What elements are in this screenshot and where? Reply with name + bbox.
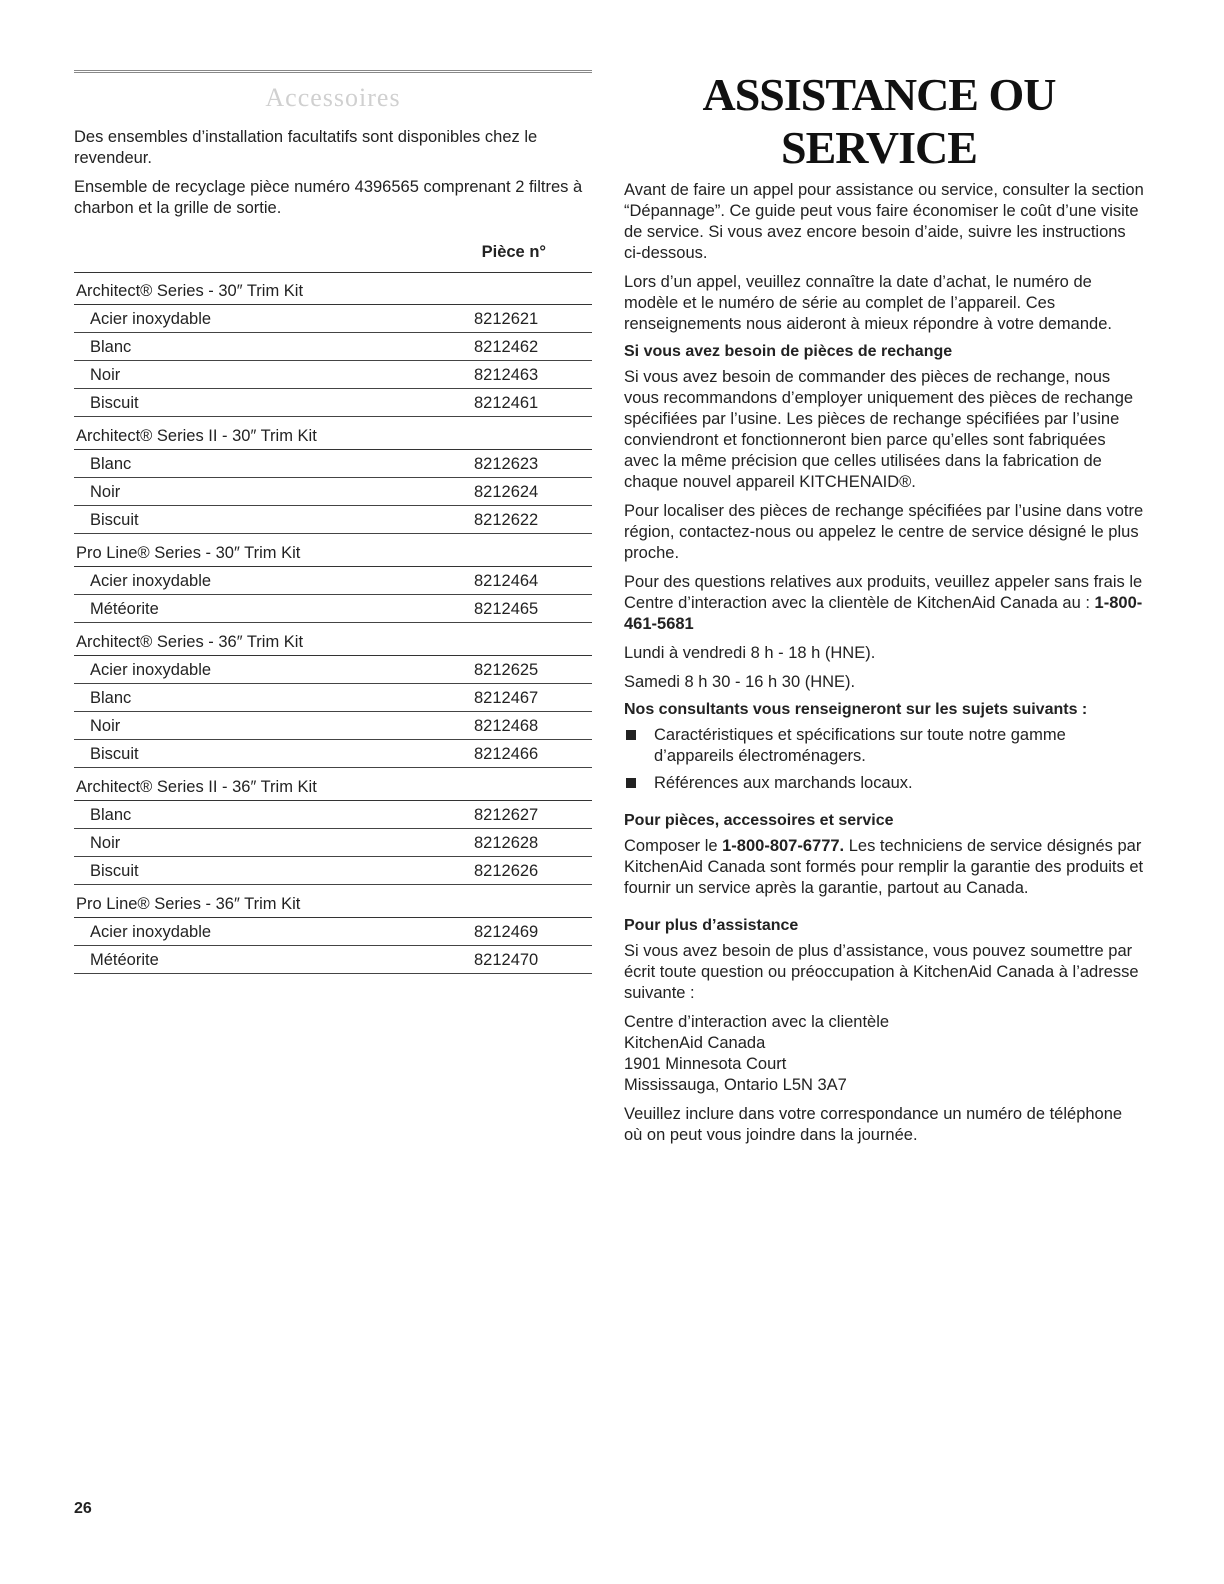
- compose-label: Composer le: [624, 837, 723, 855]
- part-number: 8212622: [474, 511, 539, 529]
- accessories-section: [74, 70, 592, 974]
- address-line: KitchenAid Canada: [624, 1034, 766, 1052]
- more-assistance-heading: Pour plus d’assistance: [624, 917, 799, 934]
- service-section: [624, 70, 1144, 1154]
- finish-name: Météorite: [90, 600, 159, 618]
- trim-kit-group: [74, 417, 592, 534]
- replacement-parts-text: Si vous avez besoin de commander des pièces de rechange, nous vous recommandons d’employer uniquement des pièces de rechange spécifiées par l’usine. Les pièces de rechange spécifiées par l’usine conviendront et fonctionneront bien parce qu’elles sont fabriquées avec la même précision que celles utilisées dans la fabrication de chaque nouvel appareil KITCHENAID®.: [624, 368, 1134, 491]
- part-number: 8212467: [474, 689, 539, 707]
- finish-name: Acier inoxydable: [90, 923, 212, 941]
- part-number: 8212466: [474, 745, 539, 763]
- trim-kit-title: Architect® Series II - 36″ Trim Kit: [74, 768, 592, 801]
- trim-kit-title: Pro Line® Series - 36″ Trim Kit: [74, 885, 592, 918]
- trim-kit-group: [74, 885, 592, 974]
- part-number: 8212624: [474, 483, 539, 501]
- part-number: 8212621: [474, 310, 539, 328]
- part-number: 8212468: [474, 717, 539, 735]
- finish-name: Blanc: [90, 455, 132, 473]
- part-number: 8212470: [474, 951, 539, 969]
- finish-name: Acier inoxydable: [90, 310, 212, 328]
- questions-text: [624, 572, 1144, 635]
- weekday-hours: Lundi à vendredi 8 h - 18 h (HNE).: [624, 644, 876, 662]
- mailing-address: [624, 1012, 1144, 1096]
- service-phone: 1-800-807-6777.: [722, 837, 845, 855]
- questions-text-body: Pour des questions relatives aux produits, veuillez appeler sans frais le Centre d’interaction avec la clientèle de KitchenAid Canada au :: [624, 573, 1143, 612]
- consultant-topics: [624, 725, 1144, 794]
- table-row: [74, 740, 592, 768]
- part-number: 8212623: [474, 455, 539, 473]
- accessories-service-text: [624, 836, 1144, 899]
- more-assistance-text: Si vous avez besoin de plus d’assistance, vous pouvez soumettre par écrit toute question ou préoccupation à KitchenAid Canada à l’adresse suivante :: [624, 942, 1139, 1002]
- finish-name: Acier inoxydable: [90, 572, 212, 590]
- finish-name: Biscuit: [90, 394, 139, 412]
- list-item: [624, 725, 1144, 767]
- correspondence-note: Veuillez inclure dans votre correspondance un numéro de téléphone où on peut vous joindre dans la journée.: [624, 1105, 1123, 1144]
- table-row: [74, 918, 592, 946]
- table-row: [74, 450, 592, 478]
- bullet-text: Références aux marchands locaux.: [654, 774, 913, 792]
- accessories-service-heading: Pour pièces, accessoires et service: [624, 812, 894, 829]
- part-number: 8212463: [474, 366, 539, 384]
- consultants-heading: Nos consultants vous renseigneront sur les sujets suivants :: [624, 701, 1088, 718]
- trim-kit-title: Architect® Series - 36″ Trim Kit: [74, 623, 592, 656]
- part-number: 8212626: [474, 862, 539, 880]
- finish-name: Blanc: [90, 689, 132, 707]
- trim-kit-group: [74, 273, 592, 417]
- finish-name: Noir: [90, 717, 121, 735]
- customer-phone: 1-800-461-5681: [624, 594, 1143, 633]
- finish-name: Blanc: [90, 338, 132, 356]
- trim-kit-group: [74, 534, 592, 623]
- address-line: Mississauga, Ontario L5N 3A7: [624, 1076, 847, 1094]
- finish-name: Biscuit: [90, 862, 139, 880]
- finish-name: Noir: [90, 366, 121, 384]
- finish-name: Biscuit: [90, 745, 139, 763]
- square-bullet-icon: [626, 778, 636, 788]
- table-row: [74, 478, 592, 506]
- table-row: [74, 684, 592, 712]
- trim-kit-group: [74, 623, 592, 768]
- accessories-intro-1: Des ensembles d’installation facultatifs sont disponibles chez le revendeur.: [74, 128, 538, 167]
- table-row: [74, 333, 592, 361]
- part-number: 8212469: [474, 923, 539, 941]
- table-row: [74, 801, 592, 829]
- table-row: [74, 389, 592, 417]
- finish-name: Acier inoxydable: [90, 661, 212, 679]
- table-row: [74, 595, 592, 623]
- service-call-info: Lors d’un appel, veuillez connaître la date d’achat, le numéro de modèle et le numéro de série au complet de l’appareil. Ces renseignements nous aideront à mieux répondre à votre demande.: [624, 273, 1112, 333]
- service-phone-detail: Les techniciens de service désignés par KitchenAid Canada sont formés pour remplir la garantie des produits et fournir un service après la garantie, partout au Canada.: [624, 837, 1144, 897]
- bullet-text: Caractéristiques et spécifications sur toute notre gamme d’appareils électroménagers.: [654, 726, 1066, 765]
- parts-table: [74, 273, 592, 974]
- parts-column-header: Pièce n°: [74, 243, 592, 273]
- table-row: [74, 857, 592, 885]
- finish-name: Biscuit: [90, 511, 139, 529]
- table-row: [74, 506, 592, 534]
- accessories-intro-2: Ensemble de recyclage pièce numéro 4396565 comprenant 2 filtres à charbon et la grille de sortie.: [74, 178, 583, 217]
- trim-kit-title: Architect® Series II - 30″ Trim Kit: [74, 417, 592, 450]
- table-row: [74, 946, 592, 974]
- page-number: 26: [74, 1500, 92, 1517]
- part-number: 8212464: [474, 572, 539, 590]
- finish-name: Météorite: [90, 951, 159, 969]
- part-number: 8212625: [474, 661, 539, 679]
- part-number: 8212465: [474, 600, 539, 618]
- service-intro: Avant de faire un appel pour assistance ou service, consulter la section “Dépannage”. Ce guide peut vous faire économiser le coût d’une visite de service. Si vous avez encore besoin d’aide, suivre les instructions ci-dessous.: [624, 181, 1144, 262]
- part-number: 8212627: [474, 806, 539, 824]
- finish-name: Noir: [90, 483, 121, 501]
- table-row: [74, 361, 592, 389]
- square-bullet-icon: [626, 730, 636, 740]
- section-rule: [74, 70, 592, 73]
- address-line: Centre d’interaction avec la clientèle: [624, 1013, 890, 1031]
- trim-kit-group: [74, 768, 592, 885]
- locate-parts-text: Pour localiser des pièces de rechange spécifiées par l’usine dans votre région, contactez-nous ou appelez le centre de service désigné le plus proche.: [624, 502, 1144, 562]
- finish-name: Noir: [90, 834, 121, 852]
- trim-kit-title: Pro Line® Series - 30″ Trim Kit: [74, 534, 592, 567]
- replacement-parts-heading: Si vous avez besoin de pièces de rechange: [624, 343, 953, 360]
- list-item: [624, 773, 1144, 794]
- trim-kit-title: Architect® Series - 30″ Trim Kit: [74, 273, 592, 305]
- accessories-title: Accessoires: [265, 83, 401, 112]
- part-number: 8212628: [474, 834, 539, 852]
- table-row: [74, 656, 592, 684]
- saturday-hours: Samedi 8 h 30 - 16 h 30 (HNE).: [624, 673, 856, 691]
- part-number: 8212461: [474, 394, 539, 412]
- finish-name: Blanc: [90, 806, 132, 824]
- table-row: [74, 567, 592, 595]
- table-row: [74, 829, 592, 857]
- service-title: ASSISTANCE OU SERVICE: [702, 69, 1056, 173]
- address-line: 1901 Minnesota Court: [624, 1055, 787, 1073]
- table-row: [74, 712, 592, 740]
- part-number: 8212462: [474, 338, 539, 356]
- table-row: [74, 305, 592, 333]
